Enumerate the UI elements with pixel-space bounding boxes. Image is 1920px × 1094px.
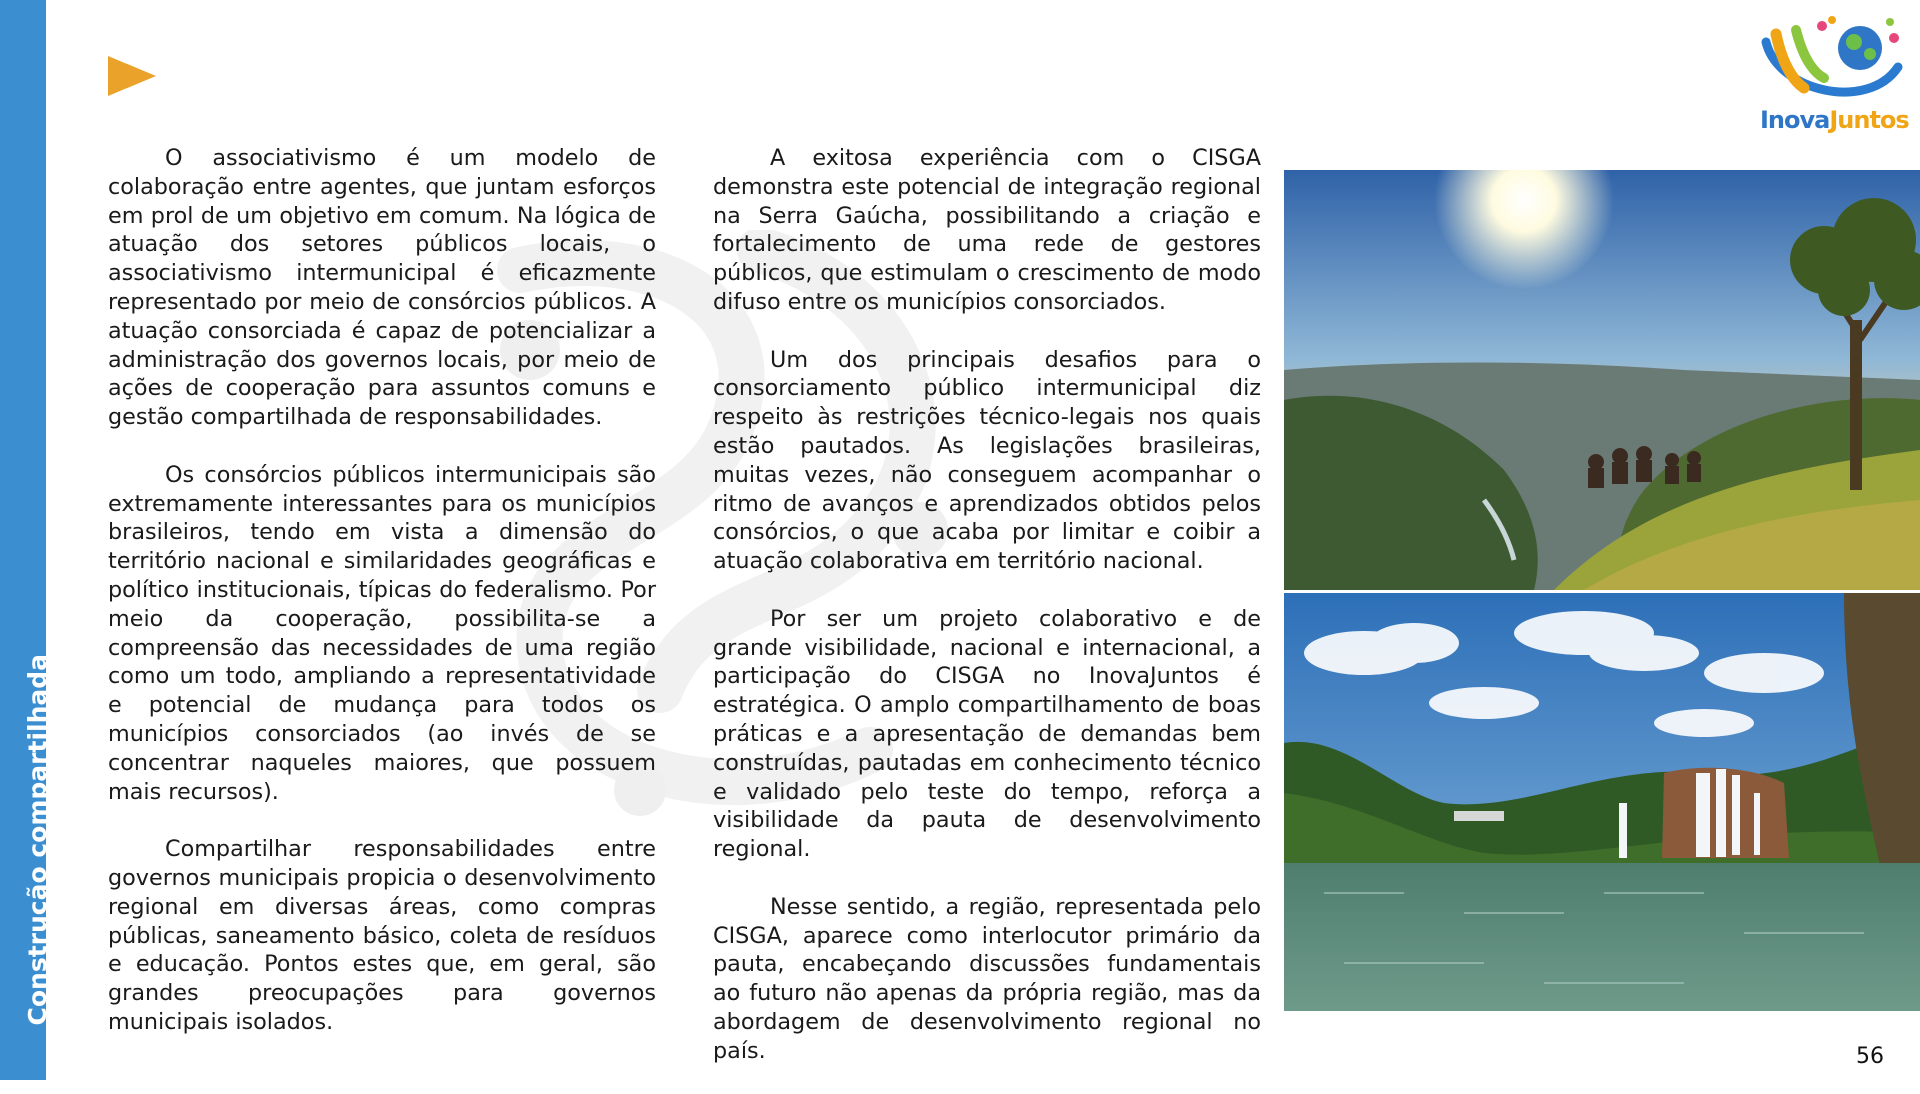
sidebar xyxy=(0,0,52,1080)
text-column-right xyxy=(713,144,1261,1094)
canyon-sunset-photo xyxy=(1284,170,1920,590)
paragraph: Compartilhar responsabilidades entre governos municipais propicia o desenvolvimento regional em diversas áreas, como compras públicas, saneamento básico, coleta de resíduos e educação. Pontos estes que, em geral, são grandes preocupações para governos municipais isolados. xyxy=(108,836,656,1035)
paragraph: Nesse sentido, a região, representada pelo CISGA, aparece como interlocutor primário da pauta, encabeçando discussões fundamentais ao futuro não apenas da própria região, mas da abordagem de desenvolvimento regional no país. xyxy=(713,893,1261,1064)
paragraph: O associativismo é um modelo de colaboração entre agentes, que juntam esforços em prol de um objetivo em comum. Na lógica de atuação dos setores públicos locais, o associativismo intermunicipal é eficazmente representado por meio de consórcios públicos. A atuação consorciada é capaz de potencializar a administração dos governos locais, por meio de ações de cooperação para assuntos comuns e gestão compartilhada de responsabilidades. xyxy=(108,145,656,431)
paragraph: Os consórcios públicos intermunicipais são extremamente interessantes para os municípios brasileiros, tendo em vista a dimensão do território nacional e similaridades geográficas e político institucionais, típicas do federalismo. Por meio da cooperação, possibilita-se a compreensão das necessidades de uma região como um todo, ampliando a representatividade e potencial de mudança para todos os municípios consorciados (ao invés de se concentrar naqueles maiores, que possuem mais recursos). xyxy=(108,461,656,805)
paragraph: Por ser um projeto colaborativo e de grande visibilidade, nacional e internacional, a participação do CISGA no InovaJuntos é estratégica. O amplo compartilhamento de boas práticas e a apresentação de demandas bem construídas, pautadas em conhecimento técnico e validado pelo teste do tempo, reforça a visibilidade da pauta de desenvolvimento regional. xyxy=(713,605,1261,863)
waterfall-lake-photo xyxy=(1284,593,1920,1011)
logo-wordmark: InovaJuntos xyxy=(1760,106,1909,134)
page-number: 56 xyxy=(1856,1044,1884,1069)
play-arrow-icon xyxy=(108,56,156,96)
paragraph: A exitosa experiência com o CISGA demonstra este potencial de integração regional na Serra Gaúcha, possibilitando a criação e fortalecimento de uma rede de gestores públicos, que estimulam o crescimento de modo difuso entre os municípios consorciados. xyxy=(713,145,1261,315)
sidebar-section-title: Construção compartilhada xyxy=(23,653,52,1026)
text-column-left xyxy=(108,144,656,1066)
paragraph: Um dos principais desafios para o consorciamento público intermunicipal diz respeito às restrições técnico-legais nos quais estão pautados. As legislações brasileiras, muitas vezes, não conseguem acompanhar o ritmo de avanços e aprendizados obtidos pelos consórcios, o que acaba por limitar e coibir a atuação colaborativa em território nacional. xyxy=(713,346,1261,575)
